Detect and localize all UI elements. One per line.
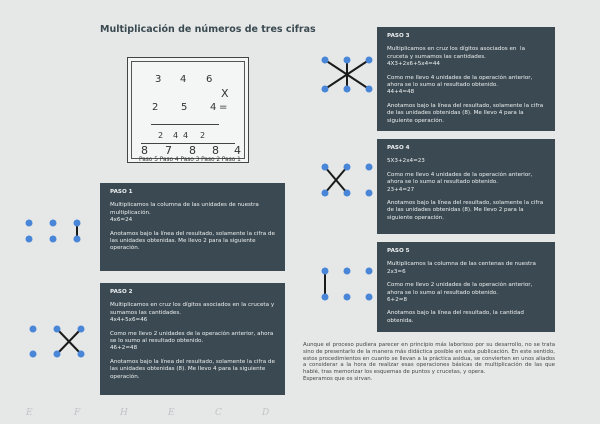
- dot: [54, 326, 61, 333]
- dot: [50, 236, 57, 243]
- dot: [30, 326, 37, 333]
- multiplication-box-inner: [131, 61, 245, 159]
- dot: [366, 57, 373, 64]
- dot: [344, 57, 351, 64]
- multiplier-digit: 2: [152, 102, 159, 113]
- dot: [366, 86, 373, 93]
- dot: [366, 164, 373, 171]
- paso-line: Como me llevo 4 unidades de la operación anterior, ahora se lo sumo al resultado obtenido.: [387, 74, 535, 89]
- paso-1-diagram: [20, 213, 90, 247]
- paso-line: 4x4+5x6=46: [110, 317, 148, 324]
- carry-digit: 4: [183, 131, 189, 140]
- dot: [322, 86, 329, 93]
- dot: [322, 164, 329, 171]
- background-letter: D: [262, 408, 270, 418]
- dot: [322, 190, 329, 197]
- paso-line: 44+4=48: [387, 89, 415, 96]
- paso-2-diagram: [24, 320, 94, 364]
- paso-line: 6+2=8: [387, 297, 408, 304]
- background-letter: E: [26, 408, 33, 418]
- dot: [78, 351, 85, 358]
- dot: [30, 351, 37, 358]
- result-digit: 7: [165, 144, 172, 157]
- dot: [322, 268, 329, 275]
- dot: [74, 220, 81, 227]
- dot: [50, 220, 57, 227]
- paso-line: 23+4=27: [387, 186, 415, 193]
- dot: [322, 294, 329, 301]
- operation-rule: [151, 124, 219, 125]
- paso-2-panel: [100, 283, 285, 395]
- dot: [344, 268, 351, 275]
- dot: [26, 236, 33, 243]
- result-digit: 8: [212, 144, 219, 157]
- paso-line: Multiplicamos en cruz los dígitos asociados en la cruceta y sumamos las cantidades.: [110, 302, 276, 316]
- paso-4-panel: [377, 139, 555, 234]
- dot: [344, 164, 351, 171]
- dot: [26, 220, 33, 227]
- background-letter: C: [215, 408, 222, 418]
- paso-heading: PASO 3: [387, 33, 410, 39]
- multiplicand-digit: 6: [206, 74, 213, 85]
- dot: [366, 268, 373, 275]
- paso-4-diagram: [318, 162, 376, 200]
- background-letter: F: [74, 408, 81, 418]
- footer-paragraph: Aunque el proceso pudiera parecer en principio más laborioso por su desarrollo, no se trata sino de presentarlo de la manera más didáctica posible en esta publicación. En este sentido, estos procedimientos en cuanto se llevan a la práctica asidua, se convierten en unos aliados a considerar a la hora de realizar esas operaciones básicas de multiplicación de las que hablé, tras memorizar los esquemas de puntos y crucetas, y opera.: [303, 342, 555, 376]
- paso-line: Anotamos bajo la línea del resultado, solamente la cifra de las unidades obtenidas. Me llevo 2 para la siguiente operación.: [110, 230, 277, 252]
- paso-3-panel: [377, 27, 555, 131]
- paso-heading: PASO 4: [387, 145, 410, 151]
- multiplicand-digit: 3: [155, 74, 162, 85]
- paso-line: Multiplicamos en cruz los dígitos asociados en la cruceta y sumamos las cantidades.: [387, 46, 527, 60]
- dot: [74, 236, 81, 243]
- paso-line: Anotamos bajo la línea del resultado, solamente la cifra de las unidades obtenidas (8). Me llevo 4 para la siguiente operación.: [110, 358, 277, 380]
- paso-line: 5X3+2x4=23: [387, 158, 425, 165]
- paso-heading: PASO 1: [110, 189, 133, 195]
- footer-sign: Esperamos que os sirvan.: [303, 375, 373, 382]
- paso-5-panel: [377, 242, 555, 332]
- paso-heading: PASO 5: [387, 248, 410, 254]
- paso-5-diagram: [318, 266, 376, 304]
- background-letter: H: [120, 408, 128, 418]
- dot: [344, 294, 351, 301]
- paso-line: Multiplicamos la columna de las unidades de nuestra multiplicación.: [110, 202, 261, 216]
- equals-sign: =: [219, 102, 228, 113]
- result-digit: 8: [189, 144, 196, 157]
- page-title: Multiplicación de números de tres cifras: [100, 24, 316, 35]
- paso-line: Multiplicamos la columna de las centenas de nuestra: [387, 261, 536, 268]
- result-digit: 8: [141, 144, 148, 157]
- paso-line: Como me llevo 2 unidades de la operación anterior, ahora se lo sumo al resultado obtenido.: [387, 282, 535, 296]
- paso-line: Anotamos bajo la línea del resultado, la cantidad obtenida.: [387, 310, 526, 324]
- paso-line: 4X3+2x6+5x4=44: [387, 61, 440, 68]
- paso-line: 4x6=24: [110, 217, 133, 224]
- dot: [54, 351, 61, 358]
- result-digit: 4: [234, 144, 241, 157]
- paso-line: 46+2=48: [110, 345, 138, 352]
- paso-line: Anotamos bajo la línea del resultado, solamente la cifra de las unidades obtenidas (8). Me llevo 2 para la siguiente operación.: [387, 200, 545, 221]
- times-sign: X: [221, 87, 229, 100]
- footer-text: [303, 342, 555, 383]
- paso-labels: Paso 5 Paso 4 Paso 3 Paso 2 Paso 1: [139, 157, 241, 163]
- carry-digit: 4: [173, 131, 179, 140]
- multiplicand-digit: 4: [180, 74, 187, 85]
- paso-heading: PASO 2: [110, 289, 133, 295]
- dot: [322, 57, 329, 64]
- paso-3-diagram: [318, 55, 376, 95]
- dot: [366, 294, 373, 301]
- carry-digit: 2: [158, 131, 164, 140]
- dot: [344, 86, 351, 93]
- paso-1-panel: [100, 183, 285, 271]
- dot: [78, 326, 85, 333]
- multiplier-digit: 4: [210, 102, 217, 113]
- carry-digit: 2: [200, 131, 206, 140]
- paso-line: Anotamos bajo la línea del resultado, solamente la cifra de las unidades obtenidas (8). Me llevo 4 para la siguiente operación.: [387, 102, 545, 124]
- dot: [344, 190, 351, 197]
- background-letter: E: [168, 408, 175, 418]
- paso-line: Como me llevo 4 unidades de la operación anterior, ahora se lo sumo al resultado obtenido.: [387, 171, 535, 186]
- paso-line: 2x3=6: [387, 268, 406, 275]
- paso-line: Como me llevo 2 unidades de la operación anterior, ahora se lo sumo al resultado obtenido.: [110, 330, 276, 345]
- multiplier-digit: 5: [181, 102, 188, 113]
- result-rule: [141, 143, 235, 144]
- dot: [366, 190, 373, 197]
